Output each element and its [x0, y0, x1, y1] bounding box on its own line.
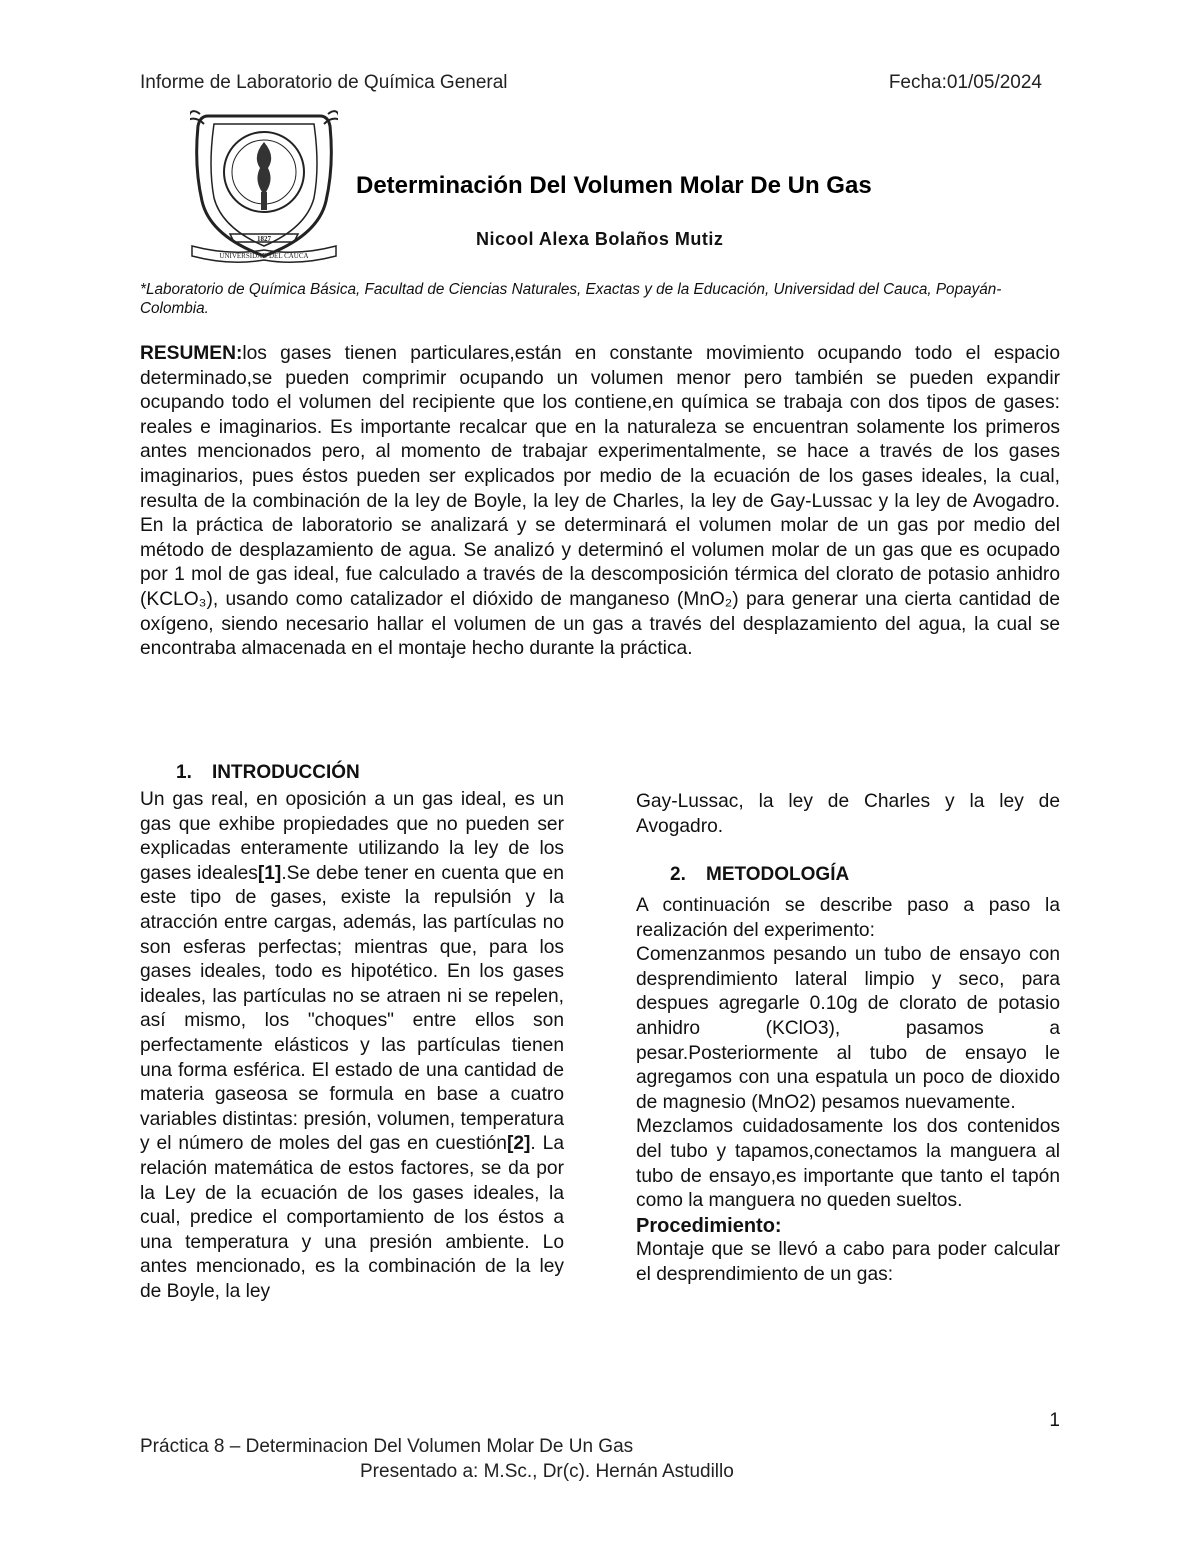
intro-text-part3: . La relación matemática de estos factores, se da por la Ley de la ecuación de los gases ideales, la cual, predice el comportamiento de los éstos a una temperatura y una presión ambiente. Lo antes mencionado, es la combinación de la ley de Boyle, la ley: [140, 1133, 564, 1302]
methodology-paragraph: A continuación se describe paso a paso la realización del experimento:: [636, 895, 1060, 941]
seal-banner-text: UNIVERSIDAD DEL CAUCA: [219, 252, 309, 260]
section-number: 1.: [176, 762, 192, 783]
abstract: [140, 342, 1060, 662]
footer-practice-title: Práctica 8 – Determinacion Del Volumen Molar De Un Gas: [140, 1436, 634, 1457]
methodology-paragraph: Mezclamos cuidadosamente los dos contenidos del tubo y tapamos,conectamos la manguera al tubo de ensayo,es importante que tanto el tapón como la manguera no queden sueltos.: [636, 1116, 1060, 1212]
running-header-left: Informe de Laboratorio de Química General: [140, 72, 508, 93]
page-number: 1: [1049, 1410, 1060, 1431]
methodology-body: [636, 894, 1060, 1288]
section-title: INTRODUCCIÓN: [212, 762, 360, 783]
introduction-paragraph: [140, 788, 564, 1304]
document-title: Determinación Del Volumen Molar De Un Gas: [356, 172, 872, 199]
section-heading-metodologia: [670, 864, 849, 886]
methodology-paragraph: Montaje que se llevó a cabo para poder calcular el desprendimiento de un gas:: [636, 1239, 1060, 1285]
citation-ref-1: [1]: [257, 862, 282, 884]
section-number: 2.: [670, 864, 686, 885]
abstract-text: los gases tienen particulares,están en constante movimiento ocupando todo el espacio determinado,se pueden comprimir ocupando un volumen menor pero también se pueden expandir ocupando todo el volumen del recipiente que los contiene,en química se trabaja con dos tipos de gases: reales e imaginarios. Es importante recalcar que en la naturaleza se encuentran solamente los primeros antes mencionados pero, al momento de trabajar experimentalmente, se hace a través de los gases imaginarios, pues éstos pueden ser explicados por medio de la ecuación de los gases ideales, la cual, resulta de la combinación de la ley de Boyle, la ley de Charles, la ley de Gay-Lussac y la ley de Avogadro. En la práctica de laboratorio se analizará y se determinará el volumen molar de un gas por medio del método de desplazamiento de agua. Se analizó y determinó el volumen molar de un gas que es ocupado por 1 mol de gas ideal, fue calculado a través de la descomposición térmica del clorato de potasio anhidro (KCLO₃), usando como catalizador el dióxido de manganeso (MnO₂) para generar una cierta cantidad de oxígeno, siendo necesario hallar el volumen de un gas a través del desplazamiento del agua, la cual se encontraba almacenada en el montaje hecho durante la práctica.: [140, 343, 1060, 660]
running-header-date: Fecha:01/05/2024: [888, 72, 1042, 93]
intro-text-part1: Un gas real, en oposición a un gas ideal, es un gas que exhibe propiedades que no pueden ser explicadas enteramente utilizando la ley de los gases ideales: [140, 789, 564, 884]
introduction-continuation: Gay-Lussac, la ley de Charles y la ley de Avogadro.: [636, 791, 1060, 837]
university-seal-logo: [190, 106, 338, 266]
author-name: Nicool Alexa Bolaños Mutiz: [476, 229, 724, 249]
section-heading-introduccion: [176, 762, 360, 784]
affiliation: *Laboratorio de Química Básica, Facultad de Ciencias Naturales, Exactas y de la Educación, Universidad del Cauca, Popayán-Colombia.: [140, 281, 1002, 317]
seal-icon: [190, 106, 338, 266]
abstract-label: RESUMEN:: [140, 343, 243, 364]
section-title: METODOLOGÍA: [706, 864, 850, 885]
footer-presented-to: Presentado a: M.Sc., Dr(c). Hernán Astudillo: [360, 1461, 734, 1482]
procedure-subheading: Procedimiento:: [636, 1214, 782, 1237]
methodology-paragraph: Comenzanmos pesando un tubo de ensayo con desprendimiento lateral limpio y seco, para despues agregarle 0.10g de clorato de potasio anhidro (KClO3), pasamos a pesar.Posteriormente al tubo de ensayo le agregamos con una espatula un poco de dioxido de magnesio (MnO2) pesamos nuevamente.: [636, 944, 1060, 1113]
citation-ref-2: [2]: [506, 1133, 531, 1155]
seal-year-text: 1827: [257, 235, 271, 243]
intro-text-part2: .Se debe tener en cuenta que en este tipo de gases, existe la repulsión y la atracción entre cargas, además, las partículas no son esferas perfectas; mientras que, para los gases ideales, todo es hipotético. En los gases ideales, las partículas no se atraen ni se repelen, así mismo, los "choques" entre ellos son perfectamente elásticos y las partículas tienen una forma esférica. El estado de una cantidad de materia gaseosa se formula en base a cuatro variables distintas: presión, volumen, temperatura y el número de moles del gas en cuestión: [140, 862, 565, 1155]
